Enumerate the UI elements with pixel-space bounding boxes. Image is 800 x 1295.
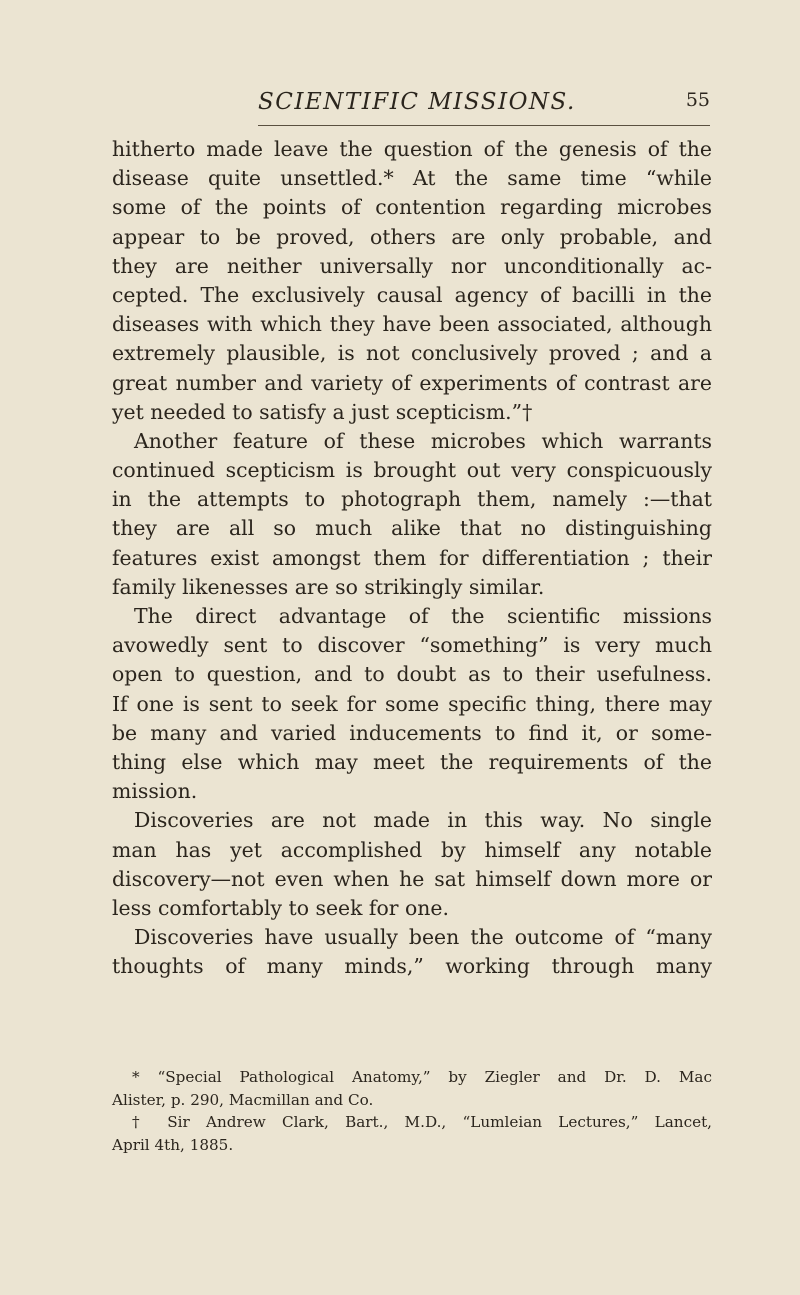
page-header: [258, 89, 710, 119]
header-rule: [258, 125, 710, 126]
text-line: extremely plausible, is not conclusively proved ; and a: [112, 341, 712, 366]
footnote-line: Alister, p. 290, Macmillan and Co.: [112, 1090, 374, 1109]
text-line: avowedly sent to discover “something” is very much: [112, 633, 712, 658]
footnote-line: * “Special Pathological Anatomy,” by Ziegler and Dr. D. Mac: [132, 1068, 712, 1086]
text-line: man has yet accomplished by himself any notable: [112, 837, 712, 862]
paragraph-start-line: The direct advantage of the scientific missions: [134, 604, 712, 628]
footnote-line: † Sir Andrew Clark, Bart., M.D., “Lumleian Lectures,” Lancet,: [132, 1113, 712, 1131]
text-line: appear to be proved, others are only probable, and: [112, 224, 712, 249]
paragraph-start-line: Discoveries are not made in this way. No single: [134, 808, 712, 833]
text-line: hitherto made leave the question of the genesis of the: [112, 137, 712, 161]
page-number: 55: [685, 89, 710, 111]
text-line: diseases with which they have been associated, although: [112, 312, 712, 337]
footnotes: [112, 1066, 712, 1156]
text-line: great number and variety of experiments of contrast are: [112, 370, 712, 395]
paragraph-start-line: Another feature of these microbes which warrants: [134, 428, 712, 453]
text-line: in the attempts to photograph them, namely :—that: [112, 487, 712, 512]
text-line: they are neither universally nor unconditionally ac-: [112, 253, 712, 278]
text-line: thoughts of many minds,” working through many: [112, 954, 712, 979]
body-text: [112, 135, 712, 981]
text-line: thing else which may meet the requirements of the: [112, 749, 712, 774]
footnote-line: April 4th, 1885.: [112, 1135, 234, 1154]
text-line: less comfortably to seek for one.: [112, 895, 449, 920]
text-line: disease quite unsettled.* At the same time “while: [112, 166, 712, 191]
text-line: cepted. The exclusively causal agency of bacilli in the: [112, 282, 712, 307]
text-line: discovery—not even when he sat himself down more or: [112, 866, 712, 891]
text-line: they are all so much alike that no distinguishing: [112, 516, 712, 541]
paragraph-start-line: Discoveries have usually been the outcome of “many: [134, 925, 712, 950]
text-line: continued scepticism is brought out very conspicuously: [112, 458, 712, 483]
text-line: features exist amongst them for differentiation ; their: [112, 545, 712, 570]
text-line: If one is sent to seek for some specific thing, there may: [112, 691, 712, 716]
text-line: some of the points of contention regarding microbes: [112, 195, 712, 220]
running-title: SCIENTIFIC MISSIONS.: [258, 89, 576, 115]
text-line: open to question, and to doubt as to their usefulness.: [112, 662, 712, 687]
text-line: be many and varied inducements to find it, or some-: [112, 720, 712, 745]
text-line: family likenesses are so strikingly similar.: [112, 574, 545, 599]
text-line: mission.: [112, 779, 198, 804]
text-line: yet needed to satisfy a just scepticism.”†: [112, 399, 533, 424]
